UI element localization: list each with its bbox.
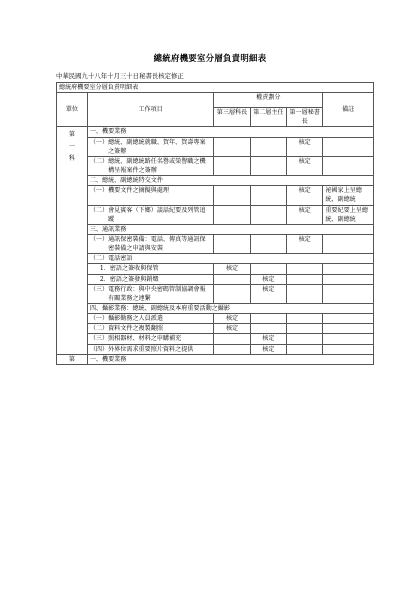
section-heading: （二）電話密語: [87, 254, 373, 264]
table-row: [57, 156, 374, 175]
item-number: （一）: [89, 138, 109, 146]
work-item-cell: [87, 324, 214, 334]
item-text: 外界位需求重要照片資料之提供: [108, 345, 194, 353]
item-text: 總統、副總統就職、賀年、賀壽專案之簽辦: [108, 138, 206, 155]
level2-cell: [250, 137, 286, 156]
remark-cell: [323, 344, 374, 354]
remark-cell: [323, 264, 374, 274]
remark-cell: [323, 284, 374, 303]
level2-cell: 核定: [250, 284, 286, 303]
level3-cell: [214, 284, 250, 303]
document-title: 總統府機要室分層負責明細表: [153, 53, 267, 63]
item-text: 電務行政：與中央密碼管制協調會報有關業務之連繫: [108, 285, 206, 302]
header-unit: 單位: [57, 93, 88, 127]
table-row: [57, 186, 374, 205]
table-row: [57, 314, 374, 324]
level1-cell: 核定: [287, 205, 323, 224]
level2-cell: [250, 234, 286, 253]
section-row: [57, 303, 374, 313]
unit-char: 第: [68, 131, 75, 139]
level1-cell: [287, 274, 323, 284]
item-number: （四）: [89, 345, 109, 353]
work-item-cell: [87, 274, 214, 284]
header-level2: 第二層主任: [250, 108, 286, 127]
level3-cell: [214, 186, 250, 205]
remark-cell: [323, 156, 374, 175]
unit-char: 一: [68, 143, 75, 150]
work-item-cell: [87, 264, 214, 274]
header-level3: 第三層科長: [214, 108, 250, 127]
remark-cell: [323, 334, 374, 344]
level1-cell: [287, 264, 323, 274]
item-text: 密語之簽收與保管: [109, 265, 159, 273]
next-unit-cell: 第: [57, 354, 88, 364]
table-row: [57, 324, 374, 334]
item-text: 會見賓客（下鄉）談話紀要及列管追蹤: [108, 206, 206, 223]
table-row: [57, 284, 374, 303]
work-item-cell: [87, 284, 214, 303]
level2-cell: 核定: [250, 344, 286, 354]
section-heading: 二、總統、副總統特交文件: [87, 176, 373, 186]
remark-cell: [323, 274, 374, 284]
level2-cell: [250, 264, 286, 274]
item-text: 密語之簽發與銷燬: [109, 275, 159, 283]
item-number: （一）: [89, 235, 109, 243]
section-row: [57, 127, 374, 137]
work-item-cell: [87, 314, 214, 324]
table-row: [57, 264, 374, 274]
level1-cell: [287, 334, 323, 344]
level3-cell: [214, 344, 250, 354]
section-row: [57, 176, 374, 186]
level2-cell: 核定: [250, 274, 286, 284]
item-text: 機要文件之摘擬與處理: [108, 187, 170, 195]
header-remarks: 備註: [323, 93, 374, 127]
level2-cell: [250, 186, 286, 205]
item-number: （二）: [89, 157, 109, 165]
item-text: 總統、副總統路任名譽或榮譽職之機構呈報案件之簽辦: [108, 157, 206, 174]
remark-cell: [323, 137, 374, 156]
level1-cell: 核定: [287, 186, 323, 205]
work-item-cell: [87, 137, 214, 156]
level1-cell: 核定: [287, 156, 323, 175]
level3-cell: 核定: [214, 264, 250, 274]
item-number: （三）: [89, 335, 109, 343]
level3-cell: 核定: [214, 324, 250, 334]
table-caption: 總統府機要室分層負責明細表: [57, 83, 374, 93]
work-item-cell: [87, 186, 214, 205]
header-authority: 權責劃分: [214, 93, 323, 108]
unit-char: 科: [68, 154, 75, 162]
work-item-cell: [87, 234, 214, 253]
item-text: 照相器材、材料之申購補充: [108, 335, 182, 343]
remark-cell: 祕國家上呈總統、副總統: [323, 186, 374, 205]
work-item-cell: [87, 344, 214, 354]
header-level1: 第一層秘書長: [287, 108, 323, 127]
continuation-row: [57, 354, 374, 364]
work-item-cell: [87, 205, 214, 224]
level3-cell: [214, 274, 250, 284]
level3-cell: [214, 334, 250, 344]
level1-cell: [287, 284, 323, 303]
remark-cell: [323, 314, 374, 324]
remark-cell: 重要紀要上呈總統、副總統: [323, 205, 374, 224]
level3-cell: [214, 234, 250, 253]
item-number: 2．: [99, 275, 110, 283]
item-text: 攝影勤務之人員派遣: [108, 315, 163, 323]
level1-cell: [287, 344, 323, 354]
work-item-cell: [87, 156, 214, 175]
table-row: [57, 234, 374, 253]
header-work-items: 工作項目: [87, 93, 214, 127]
level2-cell: [250, 314, 286, 324]
item-number: （一）: [89, 315, 109, 323]
section-heading: 四、攝影業務：總統、副總統及本府重要活動之攝影: [87, 303, 373, 313]
section-row: [57, 224, 374, 234]
table-row: [57, 205, 374, 224]
level3-cell: [214, 137, 250, 156]
level1-cell: 核定: [287, 234, 323, 253]
table-row: [57, 334, 374, 344]
level1-cell: 核定: [287, 137, 323, 156]
item-text: 通訊保密裝備：電話、傳真等通訊保密裝備之申請與安裝: [108, 235, 206, 253]
level2-cell: [250, 156, 286, 175]
item-number: （二）: [89, 206, 109, 214]
remark-cell: [323, 234, 374, 253]
table-row: [57, 344, 374, 354]
level1-cell: [287, 314, 323, 324]
table-row: [57, 274, 374, 284]
section-row: [57, 254, 374, 264]
item-number: （一）: [89, 187, 109, 195]
table-row: [57, 137, 374, 156]
level2-cell: 核定: [250, 334, 286, 344]
item-number: （三）: [89, 285, 109, 293]
revision-note: 中華民國九十八年十月三十日秘書長核定修正: [56, 72, 184, 80]
level1-cell: [287, 324, 323, 334]
section-heading: 一、機要業務: [87, 127, 373, 137]
level2-cell: [250, 324, 286, 334]
item-number: （二）: [89, 325, 109, 333]
level2-cell: [250, 205, 286, 224]
unit-cell: [57, 127, 88, 354]
work-item-cell: [87, 334, 214, 344]
remark-cell: [323, 324, 374, 334]
level3-cell: [214, 156, 250, 175]
level3-cell: [214, 205, 250, 224]
next-section-heading: 一、機要業務: [87, 354, 373, 364]
level3-cell: 核定: [214, 314, 250, 324]
item-number: 1．: [99, 265, 110, 273]
responsibility-table: [56, 82, 374, 365]
item-text: 資料文件之複製翻照: [108, 325, 163, 333]
section-heading: 三、通訊業務: [87, 224, 373, 234]
